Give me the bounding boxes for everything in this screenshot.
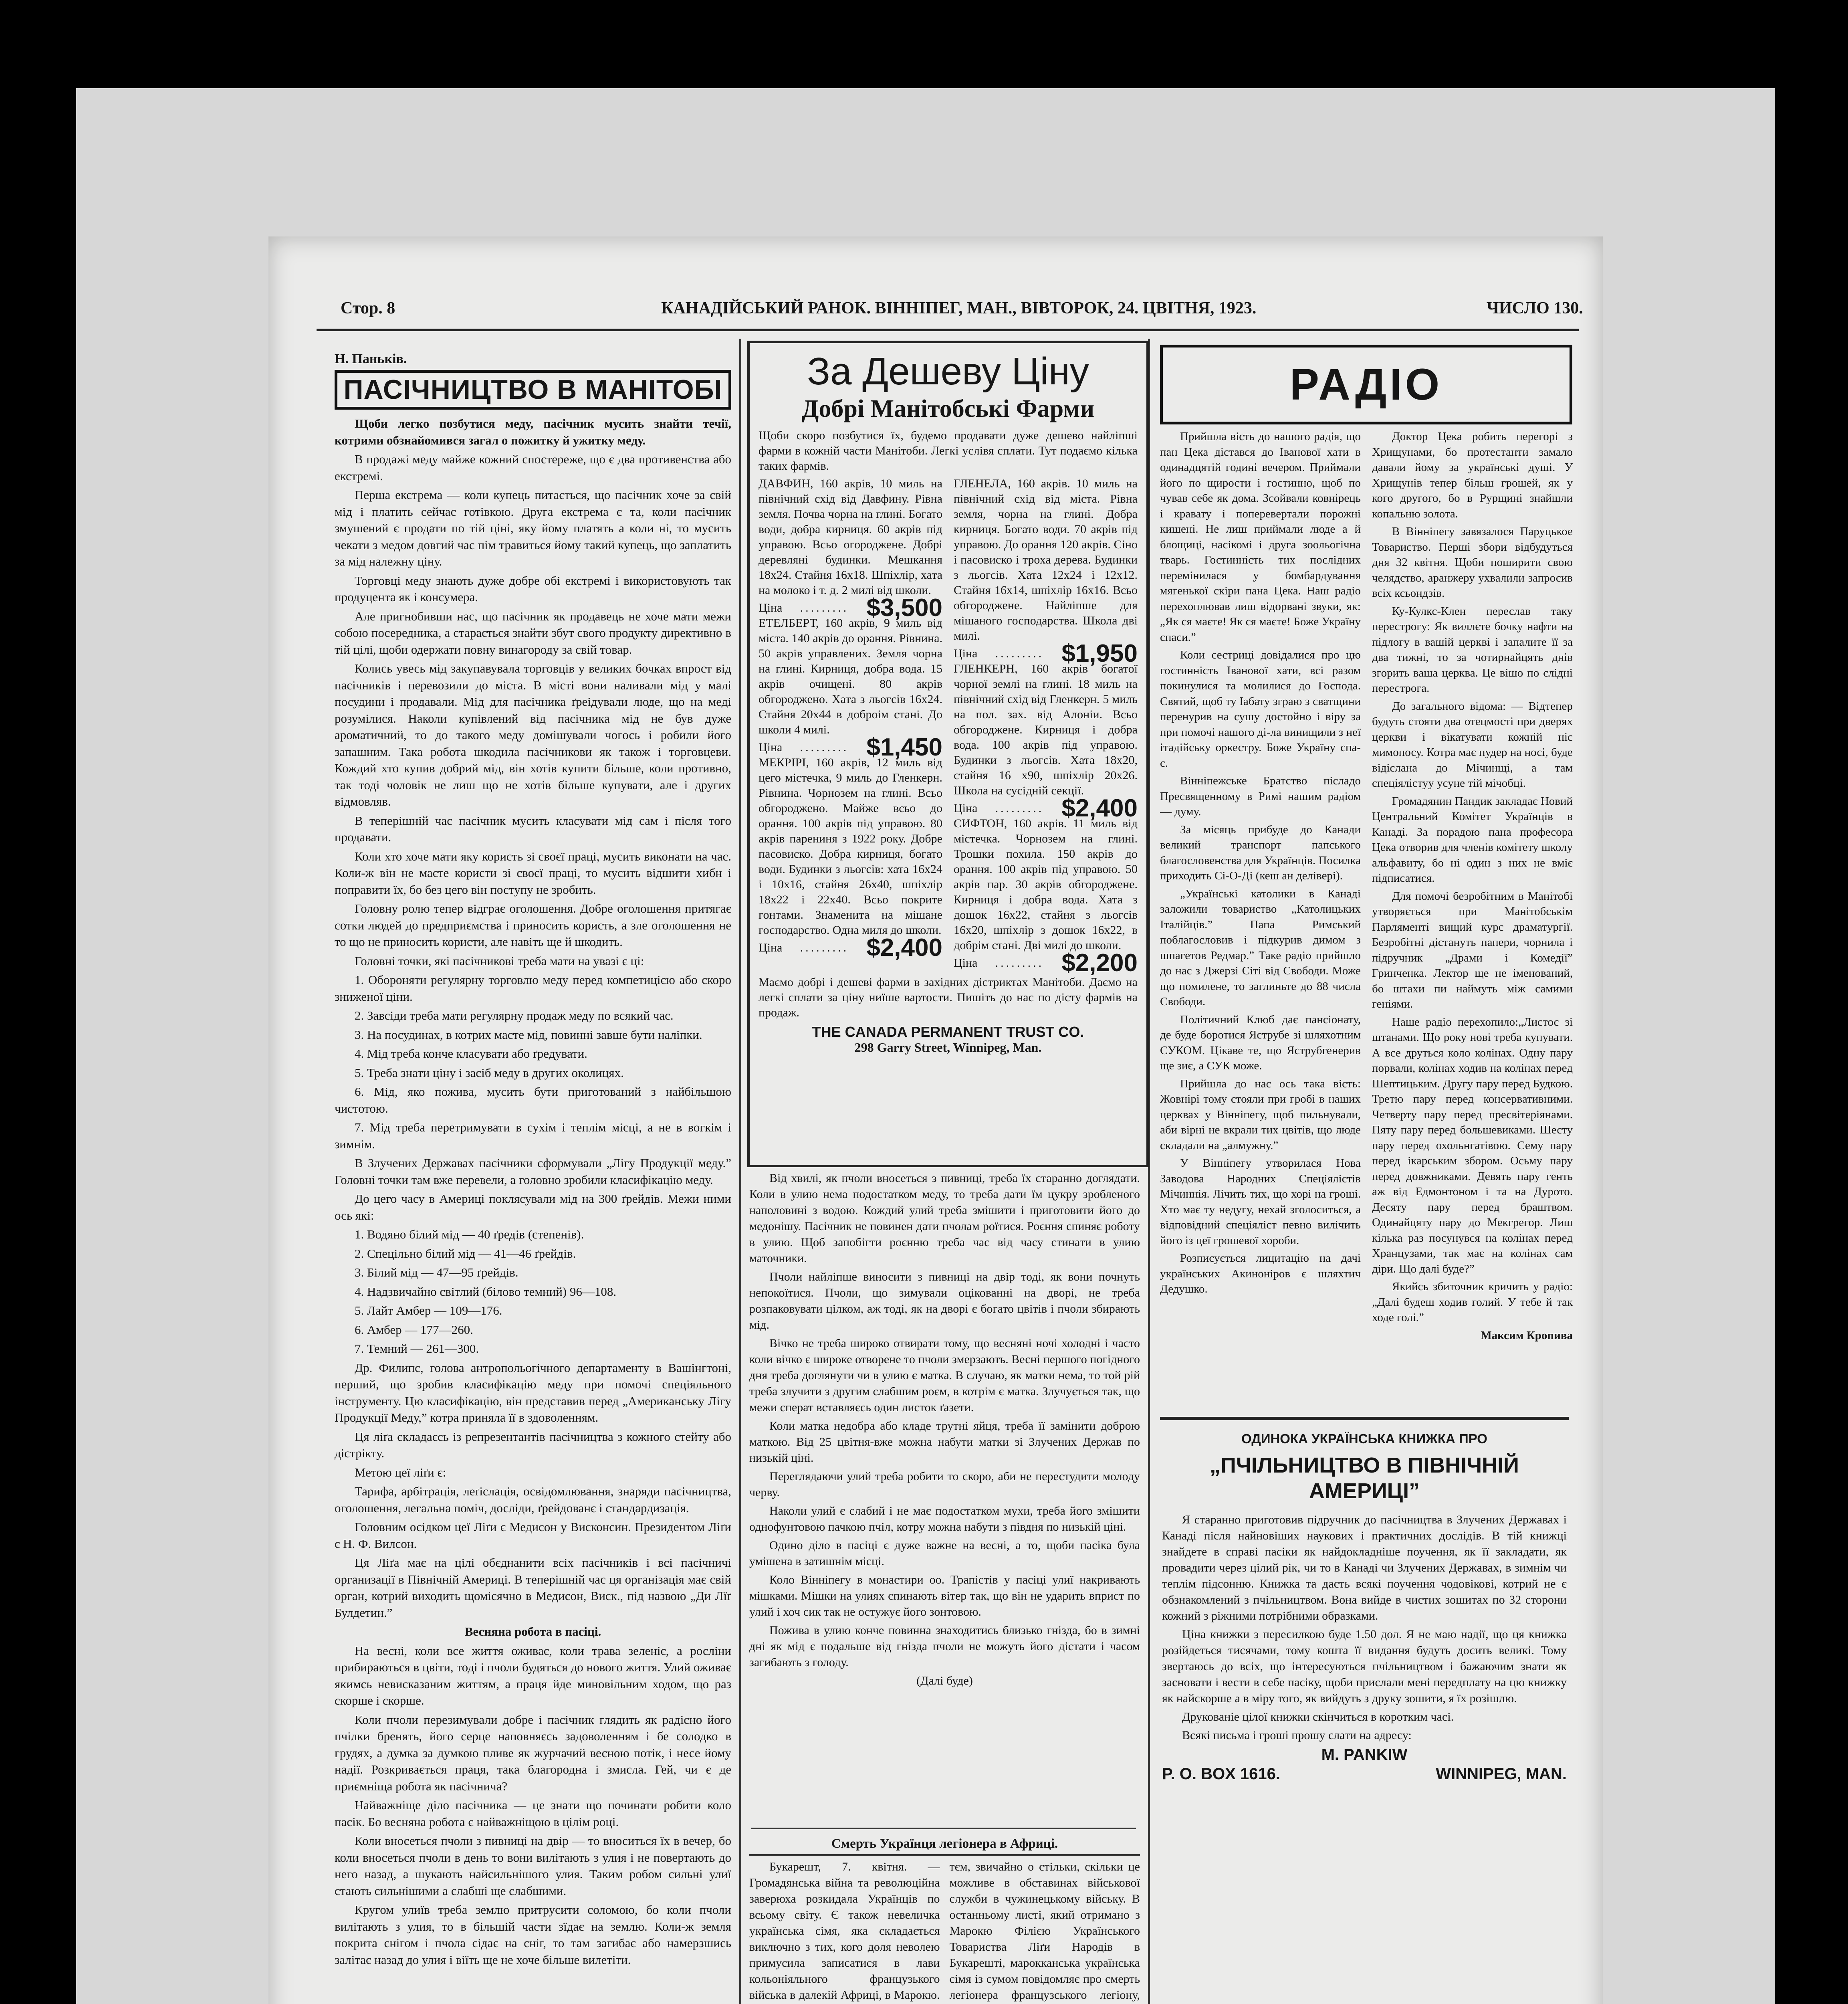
section-rule — [751, 1828, 1136, 1829]
paragraph: Торговці меду знають дуже добре обі екстремі і використовують так продуцента як і консумера. — [335, 573, 731, 604]
price-label: Ціна — [759, 741, 783, 754]
radio-item: Ку-Кулкс-Клен переслав таку перестрогу: Як виллєте бочку нафти на підлогу в вашій церкві і запалите її за два тижні, то за чотирнайцять днів згорить ваша церква. Це вішо по сліднi перестрога. — [1372, 604, 1573, 695]
paragraph: Коли хто хоче мати яку користь зі своєї праці, мусить виконати на час. Коли-ж він не маєте користи зі своєї праці, то мусить відшити хибн і поправити їх, бо без цего він поступу не зробить. — [335, 849, 731, 897]
po-box: P. O. BOX 1616. — [1162, 1765, 1280, 1783]
farm-listing: ДАВФИН, 160 акрів, 10 миль на північний схід від Давфину. Рівна земля. Почва чорна на глині. Богато води, добра кирниця. 60 акрів під управою. Всьо огороджене. Добрі деревляні будинки. Мешкання 18x24. Стайня 16x18. Шпіхлір, хата на молоко і т. д. 2 милі від школи. — [759, 477, 942, 597]
farms-advertisement — [747, 341, 1149, 1167]
radio-item: Доктор Цека робить перегорі з Хрищунами, бо протестанти замало давали йому за українські душі. У Хрищунів тепер більш грошей, як у кого другого, бо в Рурщині знайшли копальню золота. — [1372, 430, 1573, 520]
paragraph: Головним осідком цеї Ліґи є Медисон у Висконсин. Президентом Ліґи є Н. Ф. Вилсон. — [335, 1520, 731, 1551]
article-lead: Щоби легко позбутися меду, пасічник мусить знайти течії, котрими обзнайомився загал о пожитку й ужитку меду. — [335, 416, 731, 447]
book-title: „ПЧІЛЬНИЦТВО В ПІВНІЧНІЙ АМЕРИЦІ” — [1210, 1453, 1519, 1503]
price-label: Ціна — [954, 647, 978, 660]
farm-price: $2,400 — [866, 934, 942, 962]
ad-company: THE CANADA PERMANENT TRUST CO. — [812, 1024, 1084, 1040]
radio-item: Громадянин Пандик закладає Новий Центральний Комітет Українців в Канаді. За порадою пана професора Цека отворив для членів комітету школу альфавиту, бо ні один з них не вміє підписатися. — [1372, 794, 1573, 885]
paragraph: Ця Ліґа має на цілі обєднанити всіх пасічників і всі пасічничі организації в Північній Америці. В теперішній час ця організація має свій орган, котрий виходить щомісячно в Медисон, Виск., під назвою „Ди Лїґ Булдетин.” — [335, 1556, 731, 1620]
list-item: 5. Треба знати ціну і засіб меду в других околицях. — [355, 1065, 624, 1080]
paragraph: Від хвилі, як пчоли вносеться з пивниці, треба їх старанно доглядати. Коли в улию нема подостатком меду, то треба дати їм цукру зробленого наполовині з водою. Кождий улий треба змішити і приготовити його до медонішу. Пасічник не повинен дати пчолам роїтися. Роєння спиняє роботу в улию. Щоб запобігти роєнню треба час від часу стинати в улию маточники. — [749, 1172, 1140, 1265]
book-advertisement — [1162, 1431, 1567, 2004]
page-header — [317, 299, 1587, 323]
book-kicker: ОДИНОКА УКРАЇНСЬКА КНИЖКА ПРО — [1241, 1431, 1487, 1446]
paragraph: Переглядаючи улий треба робити то скоро, аби не перестудити молоду черву. — [749, 1470, 1140, 1499]
paragraph: Коли матка недобра або кладе трутні яйця, треба її замінити доброю маткою. Від 25 цвітня-вже можна набути матки зі Злучених Держав по низькій ціні. — [749, 1419, 1140, 1465]
paragraph: Головну ролю тепер відграє оголошення. Добре оголошення притягає сотки людей до предприємства і приносить користь, а зле оголошення не то що не приносить користи, але навіть ще й шкодить. — [335, 901, 731, 949]
radio-title: РАДІО — [1160, 345, 1572, 424]
list-item: 4. Мід треба конче класувати або ґредувати. — [355, 1046, 587, 1061]
ad-address: 298 Garry Street, Winnipeg, Man. — [854, 1040, 1042, 1055]
farm-listing: ГЛЕНКЕРН, 160 акрів богатої чорної землі на глині. 18 миль на північний схід від Гленкерн. 5 миль на пол. зах. від Алоніи. Всьо обгороджене. Кирниця і добра вода. 100 акрів під управою. Будинки з льогсів. Хата 18x20, стайня 16 x90, шпіхлір 20x26. Школа на сусідній секції. — [954, 662, 1138, 797]
farm-price: $1,450 — [866, 733, 942, 761]
paragraph: Найважніще діло пасічника — це знати що починати робити коло пасік. Бо весняна робота є найважніщою в цілім році. — [335, 1798, 731, 1829]
paragraph: Колись увесь мід закупавувала торговців у великих бочках впрост від пасічників і перевозили до міста. В місті вони наливали мід у малі посудини і продавали. Мід для пасічника ґреідували люде, що на меді розумілися. Наколи купівлений від пасічника мід не був дуже ароматичний, то до такого меду домішували чогось і робили його запашним. Така робота шкодила пасічникови як також і торговцеви. Кождий хто купив добрий мід, він хотів купити більше, коли противно, так тоді чоловік не лиш що не хотів більше купувати, але і других відмовляв. — [335, 661, 731, 808]
farm-listing: СИФТОН, 160 акрів. 11 миль від містечка. Чорнозем на глині. Трошки похила. 150 акрів до орання. 100 акрів під управою. 50 акрів пар. 30 акрів обгороджене. Кирниця і добра вода. Хата з дошок 16x22, стайня з льогсів 16x20, шпіхлір з дошок 16x22, в добрім стані. Дві милі до школи. — [954, 817, 1138, 952]
paragraph: В продажі меду майже кожний спостереже, що є два противенства або екстремі. — [335, 452, 731, 483]
radio-item: До загального відома: — Відтепер будуть стояти два отецмості при дверях церкви і вікатувати кожній ніс мимопосу. Котра має пудер на носі, буде відіслана до Мічинщі, а там спеціялістуу усуне тій мічобці. — [1372, 699, 1573, 790]
list-item: 2. Завсіди треба мати регулярну продаж меду по всякий час. — [355, 1008, 674, 1022]
radio-item: Для помочі безробітним в Манітобі утворяється при Манітобськім Парляменті вищий курс драматургії. Безробітні дістануть папери, чорнила і підручник „Драми і Комедії” Гринченка. Лектор ще не іменований, бо штахи пи наймуть між самими геніями. — [1372, 889, 1573, 1010]
paragraph: Наколи улий є слабий і не має подостатком мухи, треба його змішити однофунтовою пачкою пчіл, котру можна набути з півдня по низькій ціні. — [749, 1504, 1140, 1533]
legionnaire-title: Смерть Українця легіонера в Африці. — [831, 1836, 1058, 1851]
grade-item: 5. Лайт Амбер — 109—176. — [355, 1303, 502, 1317]
grade-item: 1. Водяно білий мід — 40 ґредів (степенів). — [355, 1227, 584, 1241]
farm-price: $3,500 — [866, 594, 942, 622]
book-paragraph: Всякі письма і гроші прошу слати на адресу: — [1182, 1729, 1412, 1742]
radio-item: Прийшла до нас ось така вість: Жовнірі тому стояли при гробі в наших церквах у Вінніпегу, щоб пильнували, аби вірні не вкрали тих цвітів, що люде складали на „алмужну.” — [1160, 1077, 1361, 1152]
legionnaire-right: тєм, звичайно о стільки, скільки це можливе в обставинах військової служби в чужинецькому війську. В останньому листі, який отримано з Марокю Філією Українського Товариства Ліґи Народів в Букарешті, марокканська українська сімя із сумом повідомляє про смерть легіонера французського легіону, — [949, 1860, 1140, 2002]
book-paragraph: Я старанно приготовив підручник до пасічництва в Злучених Державах і Канаді після найновіших наукових і практичних дослідів. В тій книжці знайдете в справі пасіки як найдокладніше поучення, як її закладати, як провадити через цілий рік, чи то в Канаді чи Злучених Державах, в зимнім чи теплім підсонню. Книжка та дасть всякі поучення чодовікові, котрий не є обзнакомлений з пчільництвом. Вона вийде в чистих зошитах по 32 сторони кожний з ріжними потрібними образками. — [1162, 1513, 1567, 1622]
list-item: 6. Мід, яко поживa, мусить бути приготований з найбільшою чистотою. — [335, 1085, 731, 1115]
page-number: Стор. 8 — [341, 299, 395, 317]
ad-intro: Щоби скоро позбутися їх, будемо продавати дуже дешево найліпші фарми в кожній части Манітоби. Легкі услівя сплати. Тут подаємо кілька таких фармів. — [759, 429, 1138, 473]
column-rule — [739, 339, 741, 2004]
list-item: 1. Обороняти регулярну торговлю меду перед компетицією або скоро зниженої ціни. — [335, 973, 731, 1004]
paragraph: Коли вносеться пчоли з пивниці на двір — то вноситься їх в вечер, бо коли вносеться пчоли в день то вони вилітають з улия і не повертають до него назад, а шукають найсильнішого улия. Таким робом сильні улиї стають сильнішими а слабші ще слабшими. — [335, 1834, 731, 1898]
radio-item: Вінніпежське Братство післадо Пресвященному в Римі нашим радіом — думу. — [1160, 774, 1361, 818]
farm-price: $2,400 — [1061, 794, 1138, 822]
price-label: Ціна — [954, 956, 978, 970]
farm-price: $1,950 — [1061, 640, 1138, 667]
paragraph: Але пригнобивши нас, що пасічник як продавець не хоче мати межи собою посередника, а старається знайти збут свого продукту директивно в тій цілі, щоби одержати повну винагороду за свій товар. — [335, 609, 731, 657]
masthead-line: КАНАДІЙСЬКИЙ РАНОК. ВІННІПЕГ, МАН., ВІВТОРОК, 24. ЦВІТНЯ, 1923. — [661, 299, 1257, 317]
ad-closing: Маємо добрі і дешеві фарми в західних дістриктах Манітоби. Даємо на легкі сплати за ціну ниїше вартости. Пишіть до нас по дісту фармів на продаж. — [759, 976, 1138, 1019]
price-label: Ціна — [759, 601, 783, 614]
paragraph: Коли пчоли перезимували добре і пасічник глядить як радісно його пчілки бренять, його серце наповняєсь задоволенням і бе солодко в грудях, а думка за думкою пливе як журчачий весною потік, і несе йому надії. Розкривається праця, така благородна і змисла. Гей, чи є де приємніща робота як пасічнича? — [335, 1712, 731, 1793]
grade-item: 4. Надзвичайно світлий (білово темний) 96—108. — [355, 1284, 617, 1299]
paragraph: Кругом улиїв треба землю притрусити соломою, бо коли пчоли вилітають з улия, то в більшій части зїдає на землю. Коли-ж земля покрита снігом і пчола сідає на сніг, то там загибає або намерзшись залітає назад до улия і віїть ще не хоче більше вилетіти. — [335, 1903, 731, 1967]
price-label: Ціна — [759, 941, 783, 954]
paragraph: До цего часу в Америці поклясували мід на 300 ґрейдів. Межи ними ось які: — [335, 1192, 731, 1222]
header-rule — [317, 329, 1579, 331]
radio-item: Прийшла вість до нашого радія, що пан Цека дістався до Іванової хати в одинадцятій годині вечером. Приймали його по щирости і гостинно, щоб по чував себе як дома. Зсойвали ковнірець і кравату і поперевертали порожні кишені. Не лиш приймали люде а й блощиці, насікомі і друга зоольогічна тварь. Гостинність тих послідних перемінилася у бомбардування мягенької скіри пана Цека. Наш радіо перехоплював лиш відорвані звуки, як: „Як ся маєте! Як ся маєте! Боже Українy спаси.” — [1160, 430, 1361, 644]
radio-item: В Вінніпегу завязалося Паруцькое Товариство. Перші збори відбудуться дня 32 квітня. Щоби поширити свою челядство, аранжеру ухвалили запросив всіх ксьондзів. — [1372, 525, 1573, 600]
issue-number: ЧИСЛО 130. — [1487, 299, 1583, 317]
radio-article — [1160, 429, 1573, 1391]
article-author: Н. Паньків. — [335, 352, 407, 366]
radio-item: Наше радіо перехопило:„Листос зі штанами. Щo року нові треба купувати. А все друться коло колінах. Одну пару порвали, колінах ходив на колінах перед Шептицьким. Другу пару перед Будкою. Третю пару перед консервативними. Четверту пару перед пресвітеріянами. Пяту пару перед большевиками. Шесту пару перед охольнгатівою. Сему пару перед ікарським збором. Осьму пару перед довжниками. Девять пару генть аж від Едмонтоном і та на Дурото. Десяту пару перед браштвом. Одинайцяту пару до Мекгрегор. Лиш кілька раз посунувся на колінах перед Хранцузами, так має на колінах сам діри. Що далі буде?” — [1372, 1015, 1573, 1275]
listings-left: ДАВФИН, 160 акрів, 10 миль на північний схід від Давфину. Рівна земля. Почва чорна на глині. Богато води, добра кирниця. 60 акрів під управою. Всьо огороджене. Добрі деревляні будинки. Мешкання 18x24. Стайня 16x18. Шпіхлір, хата на молоко і т. д. 2 милі від школи. Ціна ......... $3,500 ЕТЕЛБЕРТ, 160 акрів, 9 миль від міста. 140 акрів до орання. Рівнина. 50 акрів управлених. Земля чорна на глині. Кирниця, добра вода. 15 акрів очищені. 80 акрів обгороджено. Хата з льогсів 16x24. Стайня 20x44 в доброім стані. До школи 4 милі. Ціна ......... $1,450 МЕКРІРІ, 160 акрів, 12 миль від цего містечка, 9 миль до Гленкерн. Рівнина. Чорнозем на глині. Всьо обгороджено. Майже всьо до орання. 100 акрів під управою. 80 акрів парениня з 1922 року. Добре пасовиско. Добра кирниця, богато води. Будинки з льогсів: хата 16x24 і 10x16, стайня 26x40, шпіхлір 18x22 і 22x40. Всьо покрите гонтами. Знаменита на мішане господарство. Одна миля до школи. Ціна ......... $2,400 — [759, 477, 942, 962]
ad-title: За Дешеву Ціну — [807, 350, 1089, 393]
paragraph: Перша екстрема — коли купець питається, що пасічник хоче за свій мід і платить сейчас готівкою. Друга екстрема є та, коли пасічник змушений є продати по тій ціні, яку йому платять а коли ні, то мусить чекати з медом довгий час пім травиться йому такий купець, що заплатить за мід належну ціну. — [335, 488, 731, 568]
paragraph: На весні, коли все життя оживає, коли трава зеленіє, а росліни прибираються в цвіти, тоді і пчоли будяться до новогo життя. Улий оживає якимсь невисказаним життям, а праця йде миновільним ходом, що раз скорше і скорше. — [335, 1643, 731, 1707]
radio-item: Якийсь збиточник кричить у радіо: „Далі будеш ходив голий. У тебе й так ходе голі.” — [1372, 1280, 1573, 1324]
farm-price: $2,200 — [1061, 949, 1138, 977]
radio-item: За місяць прибуде до Канади великий транспорт папського благословенства для Українців. Посилка приходить Сі-О-Ді (кеш ан делівері). — [1160, 823, 1361, 882]
radio-item: Розписується лицитацію на дачі українських Акиноніров є шляхтич Дедушко. — [1160, 1252, 1361, 1295]
paragraph: Пожива в улию конче повинна знаходитись близько гніздa, бо в зимні дні як мід є подальше від гнізда пчоли не можуть його дістати і часом загибають з голоду. — [749, 1624, 1140, 1669]
grade-item: 6. Амбер — 177—260. — [355, 1322, 473, 1337]
farm-listing: ЕТЕЛБЕРТ, 160 акрів, 9 миль від міста. 140 акрів до орання. Рівнина. 50 акрів управлених. Земля чорна на глині. Кирниця, добра вода. 15 акрів очищені. 80 акрів обгороджено. Хата з льогсів 16x24. Стайня 20x44 в доброім стані. До школи 4 милі. — [759, 616, 942, 736]
radio-item: Коли сестриці довідалися про цю гостинність Іванової хати, всі разом покинулися та молилися до Господа. Святий, щоб ту Іабату зграю з сватщини перенурив на сушу достойно і віру за при помочі нашого ді-ла винищили з неї ітадійську оркестру. Боже Україну спа-с. — [1160, 648, 1361, 770]
paragraph: Метою цеї ліґи є: — [355, 1465, 446, 1479]
listings-right: ГЛЕНЕЛА, 160 акрів. 10 миль на північний схід від міста. Рівна земля, чорна на глині. Добра кирниця. Богато води. 70 акрів під управою. До орання 120 акрів. Сіно і пасовиско і троха дерева. Будинки з льогсів. Хата 12x24 і 12x12. Стайня 16x14, шпіхлір 16x16. Всьо обгороджене. Найліпше для мішаного господарства. Школа дві милі. Ціна ......... $1,950 ГЛЕНКЕРН, 160 акрів богатої чорної землі на глині. 18 миль на північний схід від Гленкерн. 5 миль на пол. зах. від Алоніи. Всьо обгороджене. Кирниця і добра вода. 100 акрів під управою. Будинки з льогсів. Хата 18x20, стайня 16 x90, шпіхлір 20x26. Школа на сусідній секції. Ціна ......... $2,400 СИФТОН, 160 акрів. 11 миль від містечка. Чорнозем на глині. Трошки похила. 150 акрів до орання. 100 акрів під управою. 50 акрів пар. 30 акрів обгороджене. Кирниця і добра вода. Хата з дошок 16x22, стайня з льогсів 16x20, шпіхлір з дошок 16x22, в добрім стані. Дві милі до школи. Ціна ......... $2,200 — [954, 477, 1138, 977]
paragraph: Головні точки, які пасічникові треба мати на увазі є ці: — [355, 954, 644, 968]
radio-right — [1372, 429, 1573, 1345]
paragraph: Тарифа, арбітрація, леґіслація, освідомлювання, знаряди пасічництва, оголошення, легальна поміч, досліди, ґрейдованє і стандардизація. — [335, 1484, 731, 1515]
book-author-name: M. PANKIW — [1321, 1746, 1408, 1764]
section-rule — [1160, 1417, 1569, 1420]
list-item: 7. Мід треба перетримувати в сухім і теплім місці, а не в вогкім і зимнім. — [335, 1120, 731, 1151]
book-address — [1162, 1766, 1567, 1782]
paragraph: Вічко не треба широко отвирати тому, що весняні ночі холодні і часто коли вічко є широке отворене то пчоли змерзають. Весні першого погідного дня треба доглянути чи в улию є матка. В случаю, як матки нема, то той рій треба злучити з другим слабшим роєм, в котрім є матка. Злучується так, що межи сперат вставляєсь один листок ґазети. — [749, 1337, 1140, 1414]
beekeeping-article — [335, 351, 731, 2004]
farm-listing: ГЛЕНЕЛА, 160 акрів. 10 миль на північний схід від міста. Рівна земля, чорна на глині. Добра кирниця. Богато води. 70 акрів під управою. До орання 120 акрів. Сіно і пасовиско і троха дерева. Будинки з льогсів. Хата 12x24 і 12x12. Стайня 16x14, шпіхлір 16x16. Всьо обгороджене. Найліпше для мішаного господарства. Школа дві милі. — [954, 477, 1138, 642]
continued-note: (Далі буде) — [916, 1674, 973, 1687]
paragraph: В теперішній час пасічник мусить класувати мід сам і після того продавати. — [335, 813, 731, 844]
grade-item: 3. Білий мід — 47—95 ґрейдів. — [355, 1265, 518, 1279]
legionnaire-article — [749, 1836, 1140, 2004]
beekeeping-continued — [749, 1170, 1140, 1820]
radio-item: Політичний Клюб дає пансіонату, де буде боротися Яструбе зі шляхотним СУКОМ. Цікаве те, що Яструбгенерив ще зиє, а СУК може. — [1160, 1013, 1361, 1072]
grade-item: 2. Спецільно білий мід — 41—46 ґрейдів. — [355, 1246, 576, 1261]
paragraph: Коло Вінніпегу в монастири оо. Трапістів у пасіці улиї накривають мішками. Мішки на улиях спинають вітер так, що він не ударить вприст по улий і хоч сик так не остужує його зонтовою. — [749, 1573, 1140, 1618]
paragraph: Др. Филипс, голова антропольогічного департаменту в Вашінгтоні, перший, що зробив класифікацію меду при помочі спеціяльного інструменту. Цю класифікацію, він представив перед „Американську Лігу Продукції Меду,” котра приняла її в здоволенням. — [335, 1360, 731, 1424]
city: WINNIPEG, MAN. — [1436, 1765, 1567, 1783]
radio-item: У Вінніпегу утворилася Нова Заводова Народних Спеціялістів Мічиннія. Лічить тих, що хорі на гроші. Хто має ту недугу, нехай зголоситься, а відповідний спеціяліст певно вилічить його із цеї грошевої хороби. — [1160, 1157, 1361, 1247]
radio-signature: Максим Кропива — [1481, 1329, 1573, 1342]
paragraph: Ця ліґа складаєсь із репрезентантів пасічництва з кожного стейту або дістрікту. — [335, 1429, 731, 1460]
book-paragraph: Друкованіе цілої книжки скінчиться в коротким часі. — [1182, 1710, 1454, 1723]
book-paragraph: Ціна книжки з пересилкою буде 1.50 дол. Я не маю надії, що ця книжка розійдеться тисячами, тому кошта її видання будуть досить великі. Тому звертаюсь до всіх, що інтересуються пчільництвом і бажаючим знати як засновати і вести в себе пасіку, щоби прислали мені передплату на цю книжку як найскорше а в міру того, як вийдуть з друку зошити, я їх розішлю. — [1162, 1628, 1567, 1705]
list-item: 3. На посудинах, в котрих масте мід, повинні завше бути наліпки. — [355, 1027, 702, 1042]
paragraph: Пчоли найліпше виносити з пивниці на двір тоді, як вони почнуть непокоїтися. Пчоли, що зимували оцікованні на дворі, не треба розпаковувати цілком, аж тоді, як на дворі є богато цвітів і пчоли збирають мід. — [749, 1270, 1140, 1331]
price-label: Ціна — [954, 802, 978, 815]
farm-listing: МЕКРІРІ, 160 акрів, 12 миль від цего містечка, 9 миль до Гленкерн. Рівнина. Чорнозем на глині. Всьо обгороджено. Майже всьо до орання. 100 акрів під управою. 80 акрів парениня з 1922 року. Добре пасовиско. Добра кирниця, богато води. Будинки з льогсів: хата 16x24 і 10x16, стайня 26x40, шпіхлір 18x22 і 22x40. Всьо покрите гонтами. Знаменита на мішане господарство. Одна миля до школи. — [759, 756, 942, 937]
paragraph: В Злучених Державах пасічники сформували „Лігу Продукції меду.” Головні точки там вже перевели, а головно зробили класифікацію меду. — [335, 1156, 731, 1187]
section-subhead: Весняна робота в пасіці. — [464, 1624, 601, 1638]
legionnaire-left: Букарешт, 7. квітня. — Громадянська війна та революційна заверюха розкидала Українців по всьому світу. Є також невеличка українська сімя, яка складається виключно з тих, кого доля неволею примусила записатися в лави кольоніяльного французького війська в далекій Африці, в Марокю. — [749, 1860, 940, 2002]
beekeeping-title: ПАСІЧНИЦТВО В МАНІТОБІ — [335, 370, 731, 410]
paragraph: Одино діло в пасіці є дуже важне на весні, а то, щоби пасіка була умішена в затишнім місці. — [749, 1539, 1140, 1568]
ad-subtitle: Добрі Манітобські Фарми — [801, 395, 1095, 422]
grade-item: 7. Темний — 261—300. — [355, 1341, 479, 1356]
radio-left — [1160, 429, 1361, 1345]
radio-item: „Українські католики в Канаді заложили товариство „Католицьких Італійців.” Папа Римський поблагословив і підкурив димом з шпагетов Редмар.” Таке радіо прийшло до нас з Джерзі Сіті від Свободи. Може що помилене, то заглиньте до 88 числа Свободи. — [1160, 887, 1361, 1008]
